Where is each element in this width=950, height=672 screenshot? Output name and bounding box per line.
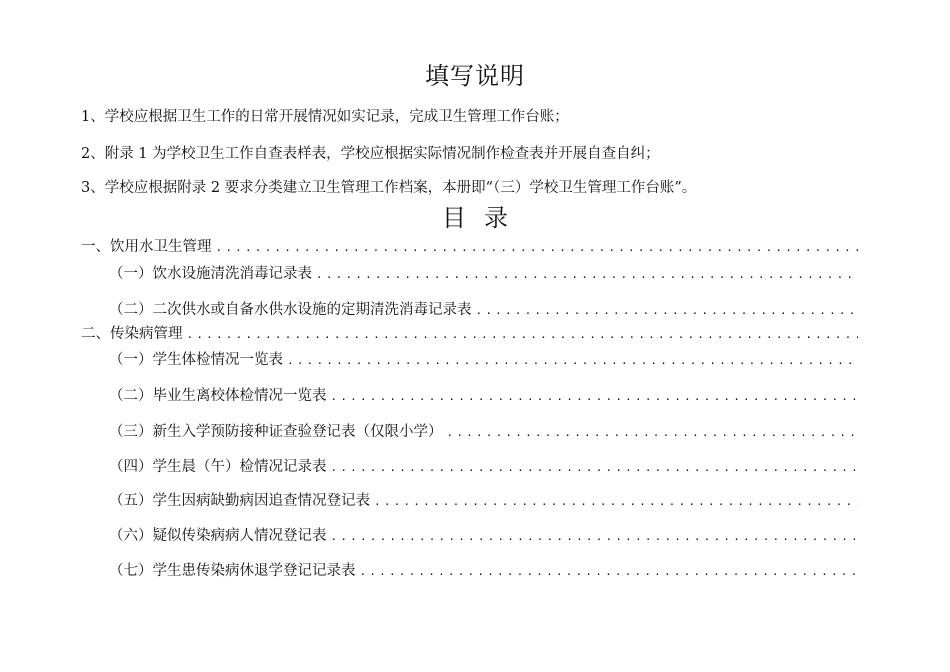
toc-entry[interactable] (109, 524, 858, 546)
toc-leader-dots (476, 304, 859, 317)
toc-entry[interactable] (109, 455, 858, 477)
toc-leader-dots (287, 354, 858, 367)
toc-leader-dots (216, 241, 859, 254)
toc-entry-label: （一）学生体检情况一览表 (109, 352, 283, 368)
toc-leader-dots (187, 328, 859, 341)
toc-entry-label: （三）新生入学预防接种证查验登记表（仅限小学） (109, 424, 443, 440)
toc-leader-dots (331, 390, 859, 403)
toc-entry[interactable] (109, 348, 858, 370)
toc-leader-dots (360, 565, 859, 578)
toc-leader-dots (331, 530, 859, 543)
toc-entry-section[interactable] (81, 322, 858, 344)
toc-entry[interactable] (109, 298, 858, 320)
instruction-item-3: 3、学校应根据附录 2 要求分类建立卫生管理工作档案，本册即“（三）学校卫生管理工作台账”。 (81, 180, 697, 196)
toc-entry-label: （六）疑似传染病病人情况登记表 (109, 528, 327, 544)
toc-entry-label: （二）二次供水或自备水供水设施的定期清洗消毒记录表 (109, 302, 472, 318)
toc-leader-dots (447, 426, 859, 439)
toc-entry[interactable] (109, 420, 858, 442)
toc-entry[interactable] (109, 559, 858, 581)
toc-entry-section[interactable] (81, 235, 858, 257)
toc-entry[interactable] (109, 262, 858, 284)
toc-leader-dots (316, 268, 858, 281)
toc-entry-label: 二、传染病管理 (81, 326, 183, 342)
toc-entry[interactable] (109, 384, 858, 406)
toc-entry-label: （四）学生晨（午）检情况记录表 (109, 459, 327, 475)
toc-leader-dots (374, 495, 858, 508)
toc-entry-label: （一）饮水设施清洗消毒记录表 (109, 266, 312, 282)
toc-entry-label: （七）学生患传染病休退学登记记录表 (109, 563, 356, 579)
instruction-item-1: 1、学校应根据卫生工作的日常开展情况如实记录，完成卫生管理工作台账； (81, 109, 569, 125)
instruction-item-2: 2、附录 1 为学校卫生工作自查表样表，学校应根据实际情况制作检查表并开展自查自纠； (81, 146, 660, 162)
instructions-title: 填写说明 (425, 62, 525, 90)
toc-entry[interactable] (109, 489, 858, 511)
toc-leader-dots (331, 461, 859, 474)
toc-title: 目录 (442, 204, 526, 232)
toc-entry-label: 一、饮用水卫生管理 (81, 239, 212, 255)
toc-entry-label: （五）学生因病缺勤病因追查情况登记表 (109, 493, 370, 509)
toc-entry-label: （二）毕业生离校体检情况一览表 (109, 388, 327, 404)
